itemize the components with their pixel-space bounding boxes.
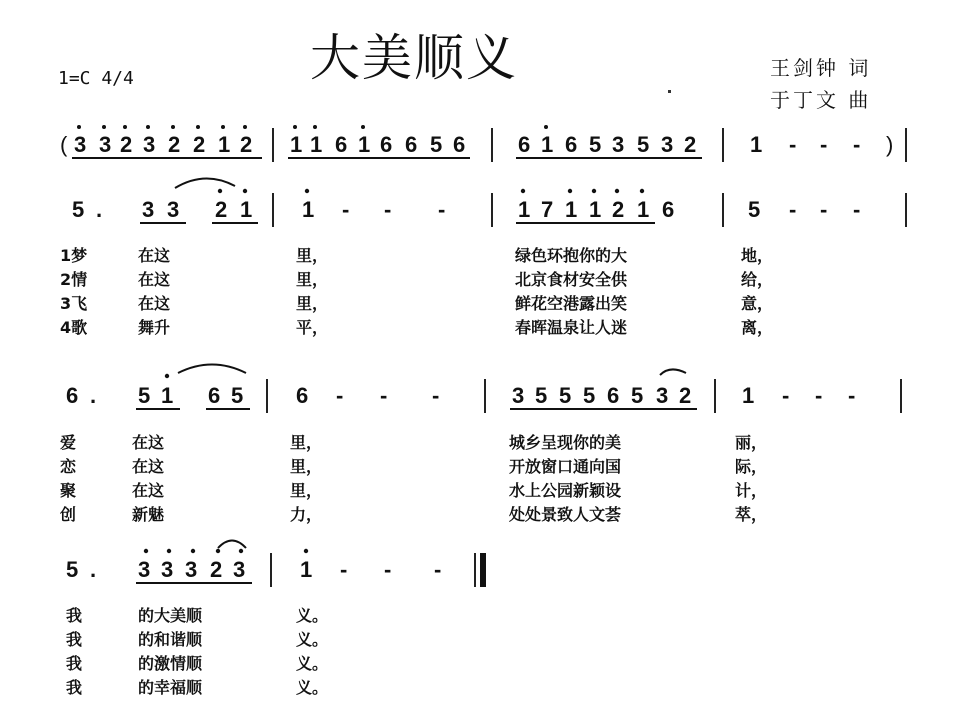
intro-m3-n3: 6 bbox=[565, 132, 578, 157]
l2-m1-n4: 6 bbox=[208, 383, 221, 408]
barline bbox=[272, 193, 274, 227]
lyric-v2-d: 开放窗口通向国 bbox=[509, 457, 622, 476]
lyric-v2-c: 里， bbox=[290, 457, 323, 476]
barline bbox=[272, 128, 274, 162]
lyric-v4-b: 舞升 bbox=[138, 318, 171, 337]
lyric-v1-e: 地， bbox=[741, 246, 774, 265]
lyricist-credit: 王剑钟 词 bbox=[770, 56, 872, 80]
intro-m2-n1: 1 bbox=[290, 132, 303, 157]
lyric-v1-a: 1梦 bbox=[60, 246, 88, 265]
lyric-v1-e: 丽， bbox=[735, 433, 768, 452]
intro-m3-n1: 6 bbox=[518, 132, 531, 157]
l2-m2-dash: - bbox=[336, 383, 344, 408]
lyric-v4-d: 处处景致人文荟 bbox=[509, 505, 622, 524]
intro-m2-n2: 1 bbox=[310, 132, 323, 157]
l2-m1-dot: . bbox=[90, 383, 97, 408]
l1-m2-dash: - bbox=[384, 197, 392, 222]
l1-m1-n3: 3 bbox=[167, 197, 180, 222]
l2-m1-n1: 6 bbox=[66, 383, 79, 408]
intro-m1-n4: 3 bbox=[143, 132, 156, 157]
l1-m1-dot: . bbox=[96, 197, 103, 222]
l1-m3-n3: 1 bbox=[565, 197, 578, 222]
lyric-v2-d: 北京食材安全供 bbox=[515, 270, 628, 289]
barline bbox=[266, 379, 268, 413]
intro-m4-dash: - bbox=[820, 132, 828, 157]
final-barline-thick bbox=[480, 553, 486, 587]
lyric-v3-b: 在这 bbox=[138, 294, 171, 313]
lyric-v1-a: 我 bbox=[66, 606, 83, 625]
l1-m4-dash: - bbox=[853, 197, 861, 222]
barline bbox=[900, 379, 902, 413]
lyric-v4-b: 新魅 bbox=[132, 505, 165, 524]
l2-m3-n4: 5 bbox=[583, 383, 596, 408]
lyric-v2-c: 义。 bbox=[296, 630, 329, 649]
lyric-v2-e: 给， bbox=[741, 270, 774, 289]
lyric-v3-c: 里， bbox=[296, 294, 329, 313]
l3-m2-dash: - bbox=[384, 557, 392, 582]
lyric-v4-d: 春晖温泉让人迷 bbox=[515, 318, 628, 337]
lyric-v2-e: 际， bbox=[735, 457, 768, 476]
lyric-v1-d: 城乡呈现你的美 bbox=[509, 433, 622, 452]
l1-m2-n1: 1 bbox=[302, 197, 315, 222]
intro-m2-n5: 6 bbox=[380, 132, 393, 157]
intro-close-paren: ) bbox=[886, 132, 894, 157]
lyric-v1-b: 的大美顺 bbox=[138, 606, 203, 625]
intro-m2-n3: 6 bbox=[335, 132, 348, 157]
lyric-v4-a: 4歌 bbox=[60, 318, 88, 337]
intro-m1-n6: 2 bbox=[193, 132, 206, 157]
intro-m4-dash: - bbox=[789, 132, 797, 157]
lyric-v3-d: 鲜花空港露出笑 bbox=[515, 294, 628, 313]
intro-m3-n7: 3 bbox=[661, 132, 674, 157]
l3-m2-dash: - bbox=[434, 557, 442, 582]
barline bbox=[491, 128, 493, 162]
l2-m2-dash: - bbox=[380, 383, 388, 408]
l1-m3-n5: 2 bbox=[612, 197, 625, 222]
l2-m3-n1: 3 bbox=[512, 383, 525, 408]
l2-m4-dash: - bbox=[782, 383, 790, 408]
l1-m4-n1: 5 bbox=[748, 197, 761, 222]
final-barline-thin bbox=[474, 553, 476, 587]
lyric-v3-e: 计， bbox=[735, 481, 768, 500]
l1-m1-n2: 3 bbox=[142, 197, 155, 222]
l2-m3-n8: 2 bbox=[679, 383, 692, 408]
l2-m4-n1: 1 bbox=[742, 383, 755, 408]
l3-m1-n5: 2 bbox=[210, 557, 223, 582]
l2-m3-n5: 6 bbox=[607, 383, 620, 408]
lyric-v4-c: 平， bbox=[296, 318, 329, 337]
intro-m1-n3: 2 bbox=[120, 132, 133, 157]
lyric-v3-d: 水上公园新颖设 bbox=[509, 481, 622, 500]
intro-open-paren: ( bbox=[60, 132, 68, 157]
l1-m3-n2: 7 bbox=[541, 197, 554, 222]
lyric-v4-b: 的幸福顺 bbox=[138, 678, 203, 697]
l1-m3-n6: 1 bbox=[637, 197, 650, 222]
lyric-v4-c: 力， bbox=[290, 505, 323, 524]
intro-m2-n4: 1 bbox=[358, 132, 371, 157]
barline bbox=[905, 193, 907, 227]
lyric-v3-c: 里， bbox=[290, 481, 323, 500]
intro-m2-n7: 5 bbox=[430, 132, 443, 157]
lyric-v2-a: 我 bbox=[66, 630, 83, 649]
song-title: 大美顺义 bbox=[310, 29, 518, 87]
lyric-v3-b: 的激情顺 bbox=[138, 654, 203, 673]
lyric-v1-b: 在这 bbox=[132, 433, 165, 452]
l2-m2-n1: 6 bbox=[296, 383, 309, 408]
l1-m4-dash: - bbox=[789, 197, 797, 222]
barline bbox=[905, 128, 907, 162]
l1-m1-n5: 1 bbox=[240, 197, 253, 222]
lyric-v3-b: 在这 bbox=[132, 481, 165, 500]
intro-m4-n1: 1 bbox=[750, 132, 763, 157]
composer-credit: 于丁文 曲 bbox=[770, 88, 872, 112]
l2-m3-n6: 5 bbox=[631, 383, 644, 408]
l1-m1-n4: 2 bbox=[215, 197, 228, 222]
l2-m3-n2: 5 bbox=[535, 383, 548, 408]
lyric-v4-a: 我 bbox=[66, 678, 83, 697]
l2-m4-dash: - bbox=[815, 383, 823, 408]
barline bbox=[484, 379, 486, 413]
l3-m2-n1: 1 bbox=[300, 557, 313, 582]
l2-m3-n3: 5 bbox=[559, 383, 572, 408]
intro-m1-n5: 2 bbox=[168, 132, 181, 157]
intro-m2-n6: 6 bbox=[405, 132, 418, 157]
l1-m4-dash: - bbox=[820, 197, 828, 222]
barline bbox=[722, 128, 724, 162]
lyric-v4-e: 萃， bbox=[735, 505, 768, 524]
lyric-v2-b: 的和谐顺 bbox=[138, 630, 203, 649]
l3-m1-n3: 3 bbox=[161, 557, 174, 582]
lyric-v3-c: 义。 bbox=[296, 654, 329, 673]
intro-m1-n8: 2 bbox=[240, 132, 253, 157]
lyric-v1-c: 里， bbox=[290, 433, 323, 452]
lyric-v1-c: 里， bbox=[296, 246, 329, 265]
lyric-v1-d: 绿色环抱你的大 bbox=[515, 246, 628, 265]
l1-m2-dash: - bbox=[342, 197, 350, 222]
lyric-v3-a: 3飞 bbox=[60, 294, 88, 313]
lyric-v2-b: 在这 bbox=[138, 270, 171, 289]
l3-m1-n2: 3 bbox=[138, 557, 151, 582]
lyric-v2-a: 恋 bbox=[60, 457, 77, 476]
intro-m2-n8: 6 bbox=[453, 132, 466, 157]
l3-m1-dot: . bbox=[90, 557, 97, 582]
lyric-v1-a: 爱 bbox=[60, 433, 77, 452]
intro-m3-n6: 5 bbox=[637, 132, 650, 157]
l2-m4-dash: - bbox=[848, 383, 856, 408]
stray-dot bbox=[668, 90, 671, 93]
l3-m1-n4: 3 bbox=[185, 557, 198, 582]
lyric-v4-e: 离， bbox=[741, 318, 774, 337]
barline bbox=[491, 193, 493, 227]
l1-m2-dash: - bbox=[438, 197, 446, 222]
l2-m1-n2: 5 bbox=[138, 383, 151, 408]
lyric-v4-a: 创 bbox=[60, 505, 77, 524]
l2-m1-n3: 1 bbox=[161, 383, 174, 408]
l3-m1-n6: 3 bbox=[233, 557, 246, 582]
barline bbox=[714, 379, 716, 413]
lyric-v4-c: 义。 bbox=[296, 678, 329, 697]
intro-m3-n2: 1 bbox=[541, 132, 554, 157]
lyric-v1-c: 义。 bbox=[296, 606, 329, 625]
intro-m1-n7: 1 bbox=[218, 132, 231, 157]
intro-m3-n4: 5 bbox=[589, 132, 602, 157]
l2-m2-dash: - bbox=[432, 383, 440, 408]
l2-m3-n7: 3 bbox=[656, 383, 669, 408]
l3-m1-n1: 5 bbox=[66, 557, 79, 582]
intro-m3-n8: 2 bbox=[684, 132, 697, 157]
l2-m1-n5: 5 bbox=[231, 383, 244, 408]
l1-m3-n4: 1 bbox=[589, 197, 602, 222]
intro-m1-n2: 3 bbox=[99, 132, 112, 157]
lyric-v1-b: 在这 bbox=[138, 246, 171, 265]
lyric-v3-e: 意， bbox=[741, 294, 774, 313]
intro-m1-n1: 3 bbox=[74, 132, 87, 157]
key-time-signature: 1=C 4/4 bbox=[58, 68, 134, 89]
lyric-v2-c: 里， bbox=[296, 270, 329, 289]
l1-m3-n7: 6 bbox=[662, 197, 675, 222]
intro-m3-n5: 3 bbox=[612, 132, 625, 157]
l3-m2-dash: - bbox=[340, 557, 348, 582]
barline bbox=[270, 553, 272, 587]
lyric-v2-b: 在这 bbox=[132, 457, 165, 476]
lyric-v3-a: 我 bbox=[66, 654, 83, 673]
l1-m3-n1: 1 bbox=[518, 197, 531, 222]
lyric-v2-a: 2情 bbox=[60, 270, 88, 289]
l1-m1-n1: 5 bbox=[72, 197, 85, 222]
intro-m4-dash: - bbox=[853, 132, 861, 157]
lyric-v3-a: 聚 bbox=[60, 481, 77, 500]
barline bbox=[722, 193, 724, 227]
